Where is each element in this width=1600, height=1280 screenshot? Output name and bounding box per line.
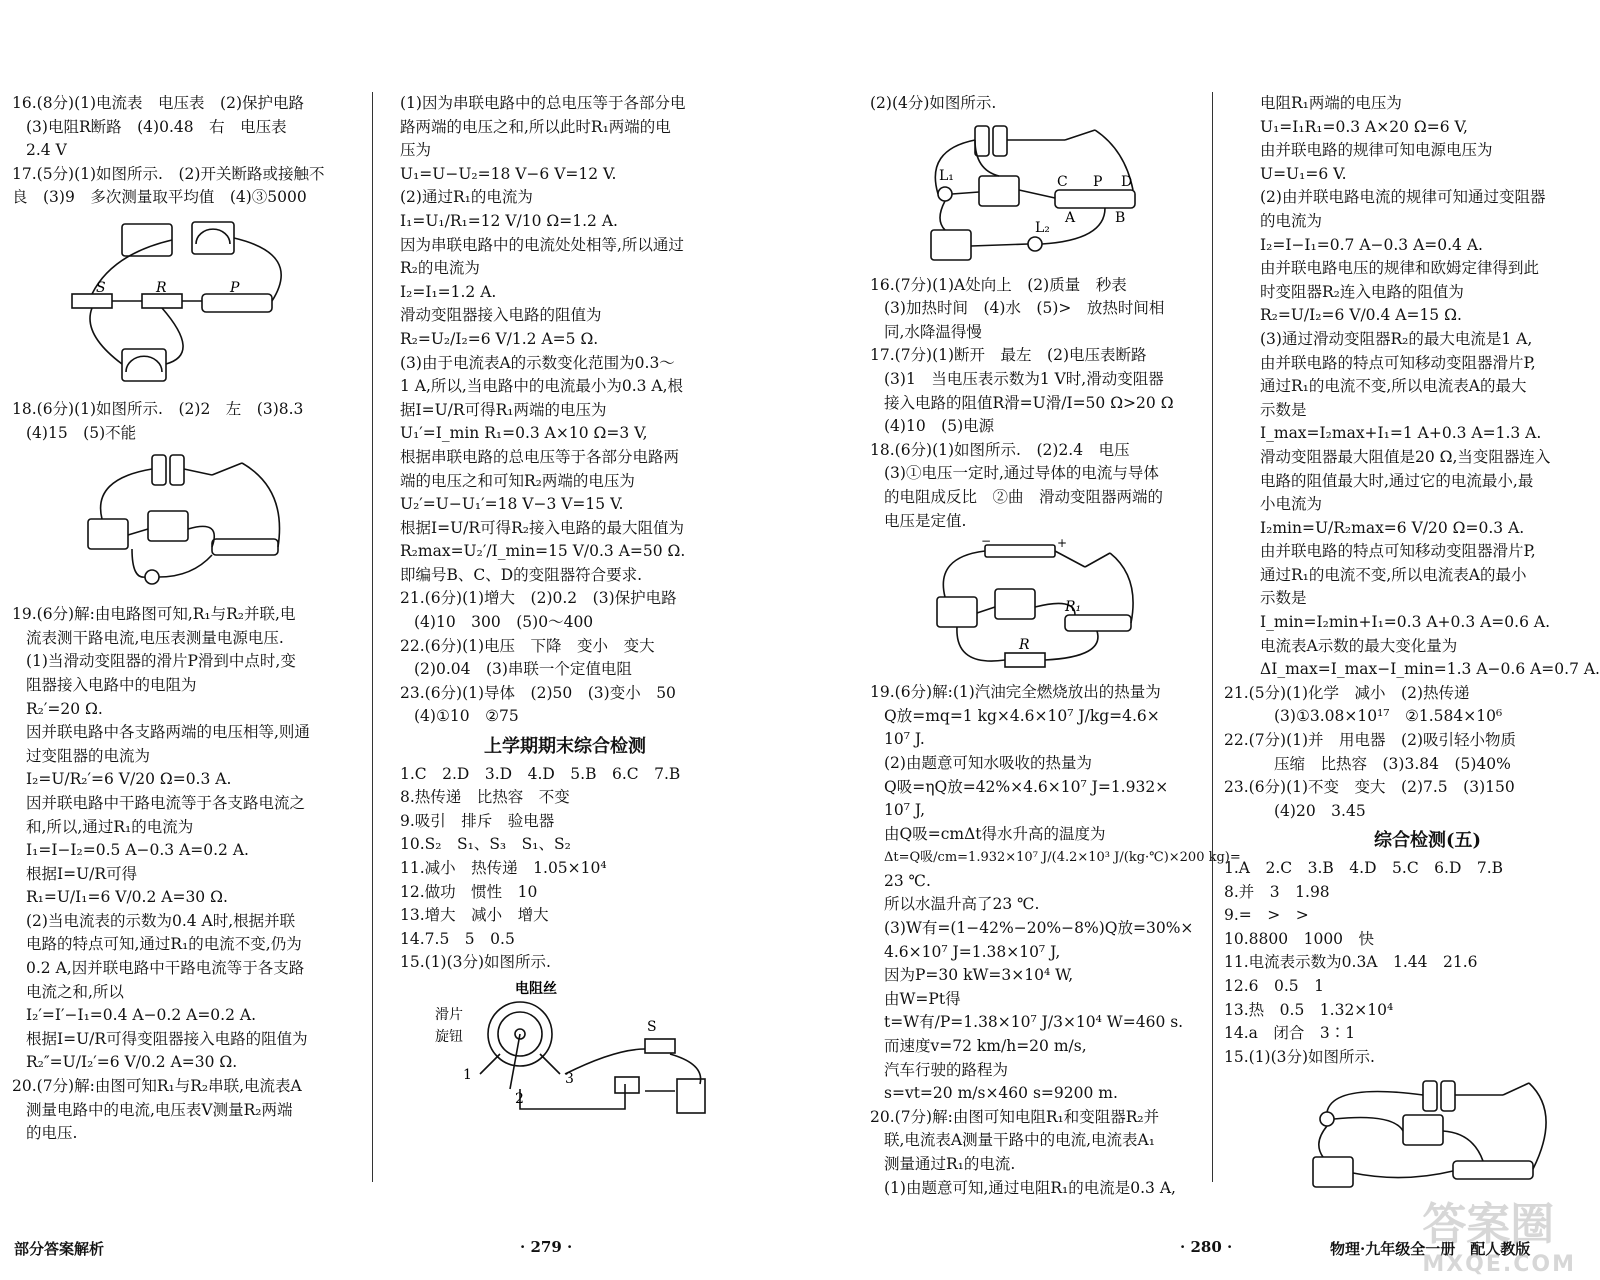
formula-line: 而速度v=72 km/h=20 m/s,	[884, 1037, 1087, 1056]
circuit-drawing	[72, 449, 292, 599]
fig-label: B	[1115, 209, 1126, 226]
text-line: 8.热传递 比热容 不变	[400, 788, 570, 807]
text-line: (3)加热时间 (4)水 (5)> 放热时间相	[884, 299, 1165, 318]
formula-line: U₂′=U−U₁′=18 V−3 V=15 V.	[400, 495, 624, 514]
text-line: 的电压.	[26, 1124, 78, 1143]
text-line: 的电阻成反比 ②曲 滑动变阻器两端的	[884, 487, 1164, 506]
text-line: 和,所以,通过R₁的电流为	[26, 817, 194, 836]
circuit-figure-18	[72, 449, 292, 599]
formula-line: I₁=I−I₂=0.5 A−0.3 A=0.2 A.	[26, 841, 249, 860]
text-line: R₂的电流为	[400, 259, 480, 278]
formula-line: Q吸=ηQ放=42%×4.6×10⁷ J=1.932×	[884, 777, 1169, 796]
text-line: 通过R₁的电流不变,所以电流表A的最大	[1260, 377, 1527, 396]
text-line: 11.减小 热传递 1.05×10⁴	[400, 859, 607, 877]
formula-line: I₂′=I′−I₁=0.4 A−0.2 A=0.2 A.	[26, 1006, 257, 1025]
fig-label: S	[647, 1018, 657, 1035]
text-line: 16.(7分)(1)A处向上 (2)质量 秒表	[870, 275, 1127, 294]
text-line: (2)由并联电路电流的规律可知通过变阻器	[1260, 188, 1546, 207]
text-line: 由并联电路的特点可知移动变阻器滑片P,	[1260, 353, 1536, 372]
text-line: 小电流为	[1260, 495, 1323, 514]
formula-line: 因为P=30 kW=3×10⁴ W,	[884, 966, 1074, 985]
answers-16-17	[12, 92, 352, 210]
fig-label: 1	[463, 1066, 472, 1083]
text-line: (3)通过滑动变阻器R₂的最大电流是1 A,	[1260, 329, 1533, 348]
column-3	[870, 92, 1241, 1200]
text-line: (3)①3.08×10¹⁷ ②1.584×10⁶	[1274, 707, 1503, 726]
answers-16-18	[870, 274, 1200, 534]
text-line: 22.(6分)(1)电压 下降 变小 变大	[400, 636, 655, 655]
text-line: (3)1 当电压表示数为1 V时,滑动变阻器	[884, 369, 1164, 388]
text-line: 22.(7分)(1)并 用电器 (2)吸引轻小物质	[1224, 731, 1517, 750]
text-line: 时变阻器R₂连入电路的阻值为	[1260, 282, 1464, 301]
text-line: 电阻R₁两端的电压为	[1260, 94, 1402, 112]
text-line: 压缩 比热容 (3)3.84 (5)40%	[1274, 754, 1511, 773]
text-line: 10.S₂ S₁、S₃ S₁、S₂	[400, 835, 571, 854]
formula-line: R₂=U/I₂=6 V/0.4 A=15 Ω.	[1260, 306, 1462, 325]
text-line: 18.(6分)(1)如图所示. (2)2.4 电压	[870, 440, 1130, 459]
text-line: 9.吸引 排斥 验电器	[400, 811, 555, 830]
solution-20-cont-2	[1224, 92, 1600, 823]
text-line: 即编号B、C、D的变阻器符合要求.	[400, 565, 643, 584]
fig-label: 3	[565, 1070, 574, 1087]
rheostat-drawing	[415, 979, 715, 1119]
text-line: 15.(1)(3分)如图所示.	[1224, 1047, 1375, 1066]
text-line: 汽车行驶的路程为	[884, 1060, 1009, 1079]
circuit-figure-17	[52, 214, 312, 394]
text-line: 20.(7分)解:由图可知R₁与R₂串联,电流表A	[12, 1077, 302, 1096]
text-line: 由W=Pt得	[884, 989, 961, 1008]
text-line: 23.(6分)(1)导体 (2)50 (3)变小 50	[400, 683, 676, 702]
formula-line: R₂″=U/I₂′=6 V/0.2 A=30 Ω.	[26, 1053, 238, 1072]
text-line: 据I=U/R可得R₁两端的电压为	[400, 400, 607, 419]
text-line: 因并联电路中各支路两端的电压相等,则通	[26, 723, 310, 742]
text-line: 根据I=U/R可得	[26, 864, 138, 883]
formula-line: I₂=U/R₂′=6 V/20 Ω=0.3 A.	[26, 770, 232, 789]
text-line: 过变阻器的电流为	[26, 746, 151, 765]
text-line: (3)电阻R断路 (4)0.48 右 电压表	[26, 117, 287, 136]
footer-right-label: 物理·九年级全一册 配人教版	[1330, 1240, 1531, 1258]
formula-line: Δt=Q吸/cm=1.932×10⁷ J/(4.2×10³ J/(kg·℃)×200 kg)=	[884, 850, 1241, 866]
text-line: (3)①电压一定时,通过导体的电流与导体	[884, 464, 1159, 483]
text-line: 23.(6分)(1)不变 变大 (2)7.5 (3)150	[1224, 778, 1515, 797]
text-line: 测量通过R₁的电流.	[884, 1155, 1016, 1173]
formula-line: U₁=U−U₂=18 V−6 V=12 V.	[400, 164, 617, 183]
formula-line: t=W有/P=1.38×10⁷ J/3×10⁴ W=460 s.	[884, 1013, 1184, 1032]
text-line: (2)0.04 (3)串联一个定值电阻	[414, 660, 632, 679]
text-line: 滑动变阻器最大阻值是20 Ω,当变阻器连入	[1260, 447, 1551, 466]
formula-line: 10⁷ J.	[884, 730, 925, 749]
section-title: 上学期期末综合检测	[484, 736, 646, 758]
text-line: 流表测干路电流,电压表测量电源电压.	[26, 628, 284, 647]
formula-line: U=U₁=6 V.	[1260, 164, 1347, 183]
formula-line: 23 ℃.	[884, 871, 931, 890]
page-number-279: · 279 ·	[520, 1238, 573, 1256]
text-line: (3)由于电流表A的示数变化范围为0.3～	[400, 353, 675, 372]
formula-line: 10⁷ J,	[884, 801, 926, 820]
formula-line: I_max=I₂max+I₁=1 A+0.3 A=1.3 A.	[1260, 424, 1542, 443]
text-line: 1.C 2.D 3.D 4.D 5.B 6.C 7.B	[400, 764, 681, 783]
text-line: 0.2 A,因并联电路中干路电流等于各支路	[26, 959, 305, 978]
text-line: 10.8800 1000 快	[1224, 929, 1375, 948]
text-line: (2)(4分)如图所示.	[870, 94, 997, 112]
text-line: 测量电路中的电流,电压表V测量R₂两端	[26, 1100, 293, 1119]
fig-label: 电阻丝	[515, 980, 557, 997]
text-line: 2.4 V	[26, 141, 67, 160]
text-line: 14.7.5 5 0.5	[400, 929, 515, 948]
text-line: 阻器接入电路中的电阻为	[26, 675, 197, 694]
text-line: 17.(7分)(1)断开 最左 (2)电压表断路	[870, 346, 1147, 365]
circuit-figure-15-2	[915, 120, 1155, 270]
text-line: (4)①10 ②75	[414, 707, 519, 726]
text-line: 21.(6分)(1)增大 (2)0.2 (3)保护电路	[400, 589, 677, 608]
formula-line: s=vt=20 m/s×460 s=9200 m.	[884, 1084, 1118, 1103]
text-line: 18.(6分)(1)如图所示. (2)2 左 (3)8.3	[12, 399, 304, 418]
formula-line: R₂=U₂/I₂=6 V/1.2 A=5 Ω.	[400, 329, 599, 348]
formula-line: I_min=I₂min+I₁=0.3 A+0.3 A=0.6 A.	[1260, 613, 1550, 632]
fig-label: 旋钮	[435, 1028, 463, 1045]
footer-left-label: 部分答案解析	[14, 1240, 105, 1258]
plus-sign: +	[1057, 537, 1068, 551]
text-line: (4)20 3.45	[1274, 801, 1366, 820]
fig-label: L₂	[1035, 219, 1050, 236]
column-divider	[1212, 92, 1213, 1182]
circuit-figure-15-5	[1293, 1073, 1563, 1203]
text-line: 19.(6分)解:(1)汽油完全燃烧放出的热量为	[870, 683, 1161, 702]
text-line: 示数是	[1260, 589, 1307, 608]
text-line: 1 A,所以,当电路中的电流最小为0.3 A,根	[400, 377, 684, 396]
text-line: 12.6 0.5 1	[1224, 976, 1325, 995]
text-line: 由并联电路的规律可知电源电压为	[1260, 141, 1493, 160]
watermark-url: MXQE.COM	[1422, 1252, 1576, 1277]
formula-line: U₁′=I_min R₁=0.3 A×10 Ω=3 V,	[400, 424, 648, 443]
fig-label: A	[1065, 209, 1076, 226]
fig-label: C	[1057, 173, 1068, 190]
text-line: (2)由题意可知水吸收的热量为	[884, 753, 1092, 772]
text-line: 所以水温升高了23 ℃.	[884, 895, 1040, 914]
text-line: 13.增大 减小 增大	[400, 906, 549, 925]
text-line: R₂′=20 Ω.	[26, 699, 103, 718]
text-line: 13.热 0.5 1.32×10⁴	[1224, 1000, 1394, 1019]
label-r: R	[156, 279, 167, 296]
text-line: 19.(6分)解:由电路图可知,R₁与R₂并联,电	[12, 605, 296, 624]
text-line: 因并联电路中干路电流等于各支路电流之	[26, 793, 306, 812]
formula-line: 接入电路的阻值R滑=U滑/I=50 Ω>20 Ω	[884, 393, 1174, 412]
text-line: 11.电流表示数为0.3A 1.44 21.6	[1224, 953, 1478, 972]
text-line: 电路的阻值最大时,通过它的电流最小,最	[1260, 471, 1534, 490]
formula-line: R₂max=U₂′/I_min=15 V/0.3 A=50 Ω.	[400, 542, 686, 561]
text-line: (1)由题意可知,通过电阻R₁的电流是0.3 A,	[884, 1178, 1176, 1197]
answers-final-exam	[400, 763, 730, 975]
text-line: 滑动变阻器接入电路的阻值为	[400, 306, 602, 325]
text-line: 17.(5分)(1)如图所示. (2)开关断路或接触不	[12, 164, 325, 183]
text-line: 15.(1)(3分)如图所示.	[400, 953, 551, 972]
text-line: 20.(7分)解:由图可知电阻R₁和变阻器R₂并	[870, 1107, 1160, 1126]
formula-line: R₁=U/I₁=6 V/0.2 A=30 Ω.	[26, 888, 228, 907]
text-line: 12.做功 惯性 10	[400, 882, 538, 901]
text-line: 同,水降温得慢	[884, 322, 982, 341]
text-line: 路两端的电压之和,所以此时R₁两端的电	[400, 117, 671, 136]
circuit-drawing	[915, 120, 1155, 270]
text-line: 21.(5分)(1)化学 减小 (2)热传递	[1224, 683, 1470, 702]
formula-line: I₁=U₁/R₁=12 V/10 Ω=1.2 A.	[400, 211, 618, 230]
text-line: 示数是	[1260, 400, 1307, 419]
formula-line: I₂min=U/R₂max=6 V/20 Ω=0.3 A.	[1260, 518, 1525, 537]
formula-line: U₁=I₁R₁=0.3 A×20 Ω=6 V,	[1260, 117, 1468, 136]
fig-label: L₁	[939, 167, 954, 184]
text-line: 通过R₁的电流不变,所以电流表A的最小	[1260, 565, 1527, 584]
solution-20-cont	[400, 92, 730, 729]
text-line: 根据I=U/R可得变阻器接入电路的阻值为	[26, 1029, 308, 1048]
circuit-drawing	[52, 214, 312, 394]
text-line: 电路的特点可知,通过R₁的电流不变,仍为	[26, 935, 302, 954]
fig-label: R	[1019, 637, 1030, 654]
text-line: 根据I=U/R可得R₂接入电路的最大阻值为	[400, 518, 684, 537]
formula-line: (3)W有=(1−42%−20%−8%)Q放=30%×	[884, 919, 1194, 938]
text-line: 14.a 闭合 3∶1	[1224, 1024, 1356, 1043]
formula-line: I₂=I₁=1.2 A.	[400, 282, 497, 301]
fig-label: 滑片	[435, 1006, 463, 1023]
fig-label: D	[1121, 173, 1133, 190]
circuit-figure-18-2	[925, 537, 1145, 677]
fig-label: 2	[515, 1090, 524, 1107]
watermark-text: 答案圈	[1422, 1199, 1555, 1250]
fig-label: P	[1093, 173, 1103, 190]
label-p: P	[230, 279, 240, 296]
answers-19-20	[12, 603, 352, 1146]
text-line: (1)因为串联电路中的总电压等于各部分电	[400, 94, 686, 112]
formula-line: Q放=mq=1 kg×4.6×10⁷ J/kg=4.6×	[884, 706, 1160, 725]
column-1	[12, 92, 352, 1146]
text-line: 9.= > >	[1224, 906, 1309, 925]
watermark-logo	[1422, 1188, 1576, 1277]
circuit-figure-15	[415, 979, 715, 1119]
circuit-drawing	[1293, 1073, 1563, 1203]
text-line: (2)通过R₁的电流为	[400, 188, 533, 207]
text-line: 电流表A示数的最大变化量为	[1260, 636, 1458, 655]
section-title: 综合检测(五)	[1373, 830, 1482, 852]
answers-test-5	[1224, 857, 1595, 1069]
minus-sign: −	[981, 537, 992, 549]
text-line: 因为串联电路中的电流处处相等,所以通过	[400, 235, 684, 254]
text-line: (2)当电流表的示数为0.4 A时,根据并联	[26, 911, 296, 930]
text-line: 压为	[400, 141, 432, 160]
label-s: S	[96, 279, 106, 296]
text-line: 根据串联电路的总电压等于各部分电路两	[400, 447, 680, 466]
page-number-280: · 280 ·	[1180, 1238, 1233, 1256]
fig-label: R₁	[1065, 599, 1082, 616]
text-line: 由并联电路的特点可知移动变阻器滑片P,	[1260, 542, 1536, 561]
text-line: 由Q吸=cmΔt得水升高的温度为	[884, 824, 1106, 843]
text-line: 的电流为	[1260, 211, 1323, 230]
text-line: 1.A 2.C 3.B 4.D 5.C 6.D 7.B	[1224, 859, 1504, 877]
circuit-drawing	[925, 537, 1145, 677]
text-line: (4)10 (5)电源	[884, 417, 995, 436]
text-line: 联,电流表A测量干路中的电流,电流表A₁	[884, 1131, 1155, 1150]
text-line: (1)当滑动变阻器的滑片P滑到中点时,变	[26, 652, 296, 671]
formula-line: 4.6×10⁷ J=1.38×10⁷ J,	[884, 942, 1061, 961]
text-line: 由并联电路电压的规律和欧姆定律得到此	[1260, 259, 1540, 278]
column-2	[400, 92, 730, 1123]
answers-18	[12, 398, 352, 445]
formula-line: ΔI_max=I_max−I_min=1.3 A−0.6 A=0.7 A.	[1260, 660, 1600, 679]
text-line: 电流之和,所以	[26, 982, 124, 1001]
text-line: (4)15 (5)不能	[26, 423, 137, 442]
solution-19-20	[870, 681, 1241, 1200]
text-line: (4)10 300 (5)0～400	[414, 613, 594, 632]
column-divider	[372, 92, 373, 1182]
text-line: 电压是定值.	[884, 511, 967, 530]
text-line: 8.并 3 1.98	[1224, 882, 1330, 901]
text-line: 端的电压之和可知R₂两端的电压为	[400, 471, 635, 490]
formula-line: I₂=I−I₁=0.7 A−0.3 A=0.4 A.	[1260, 235, 1483, 254]
text-line: 16.(8分)(1)电流表 电压表 (2)保护电路	[12, 94, 305, 112]
column-4	[1224, 92, 1600, 1207]
text-line: 良 (3)9 多次测量取平均值 (4)③5000	[12, 188, 307, 207]
